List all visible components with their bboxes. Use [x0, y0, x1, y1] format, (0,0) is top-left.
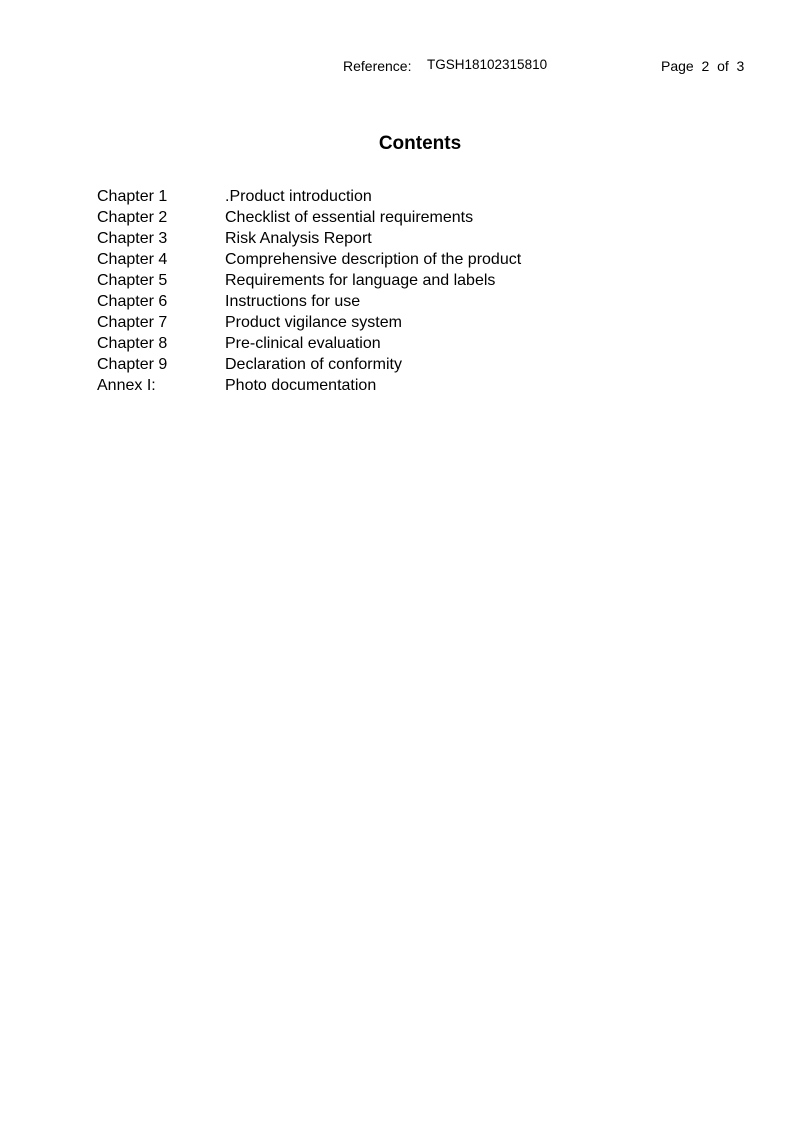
toc-entry-title: .Product introduction	[225, 188, 372, 205]
toc-entry-title: Instructions for use	[225, 293, 361, 310]
toc-entry-chapter-2	[97, 207, 697, 228]
toc-entry-chapter-3	[97, 228, 697, 249]
table-of-contents	[97, 186, 697, 396]
toc-entry-number: Chapter 2	[97, 209, 168, 226]
toc-entry-title: Pre-clinical evaluation	[225, 335, 381, 352]
toc-entry-chapter-9	[97, 354, 697, 375]
toc-entry-title: Product vigilance system	[225, 314, 402, 331]
toc-entry-annex-1	[97, 375, 697, 396]
toc-entry-chapter-6	[97, 291, 697, 312]
toc-entry-number: Chapter 3	[97, 230, 168, 247]
toc-entry-number: Chapter 4	[97, 251, 168, 268]
page-current: 2	[701, 58, 710, 74]
reference-number: TGSH18102315810	[427, 57, 548, 72]
toc-entry-number: Chapter 7	[97, 314, 168, 331]
page-of-word: of	[717, 58, 729, 74]
toc-entry-number: Chapter 5	[97, 272, 168, 289]
toc-entry-title: Risk Analysis Report	[225, 230, 372, 247]
toc-entry-number: Chapter 9	[97, 356, 168, 373]
toc-entry-number: Chapter 1	[97, 188, 168, 205]
toc-entry-title: Checklist of essential requirements	[225, 209, 474, 226]
toc-entry-number: Chapter 6	[97, 293, 168, 310]
toc-entry-title: Comprehensive description of the product	[225, 251, 522, 268]
page-title: Contents	[378, 133, 462, 154]
toc-entry-number: Annex I:	[97, 377, 156, 394]
toc-entry-chapter-1	[97, 186, 697, 207]
page-total: 3	[736, 58, 745, 74]
toc-entry-chapter-8	[97, 333, 697, 354]
toc-entry-title: Requirements for language and labels	[225, 272, 496, 289]
toc-entry-title: Declaration of conformity	[225, 356, 402, 373]
toc-entry-chapter-4	[97, 249, 697, 270]
page-word: Page	[661, 58, 694, 74]
toc-entry-number: Chapter 8	[97, 335, 168, 352]
toc-entry-title: Photo documentation	[225, 377, 377, 394]
page-header	[0, 57, 800, 77]
toc-entry-chapter-7	[97, 312, 697, 333]
toc-entry-chapter-5	[97, 270, 697, 291]
reference-label: Reference:	[343, 58, 412, 74]
page-indicator	[661, 58, 744, 74]
